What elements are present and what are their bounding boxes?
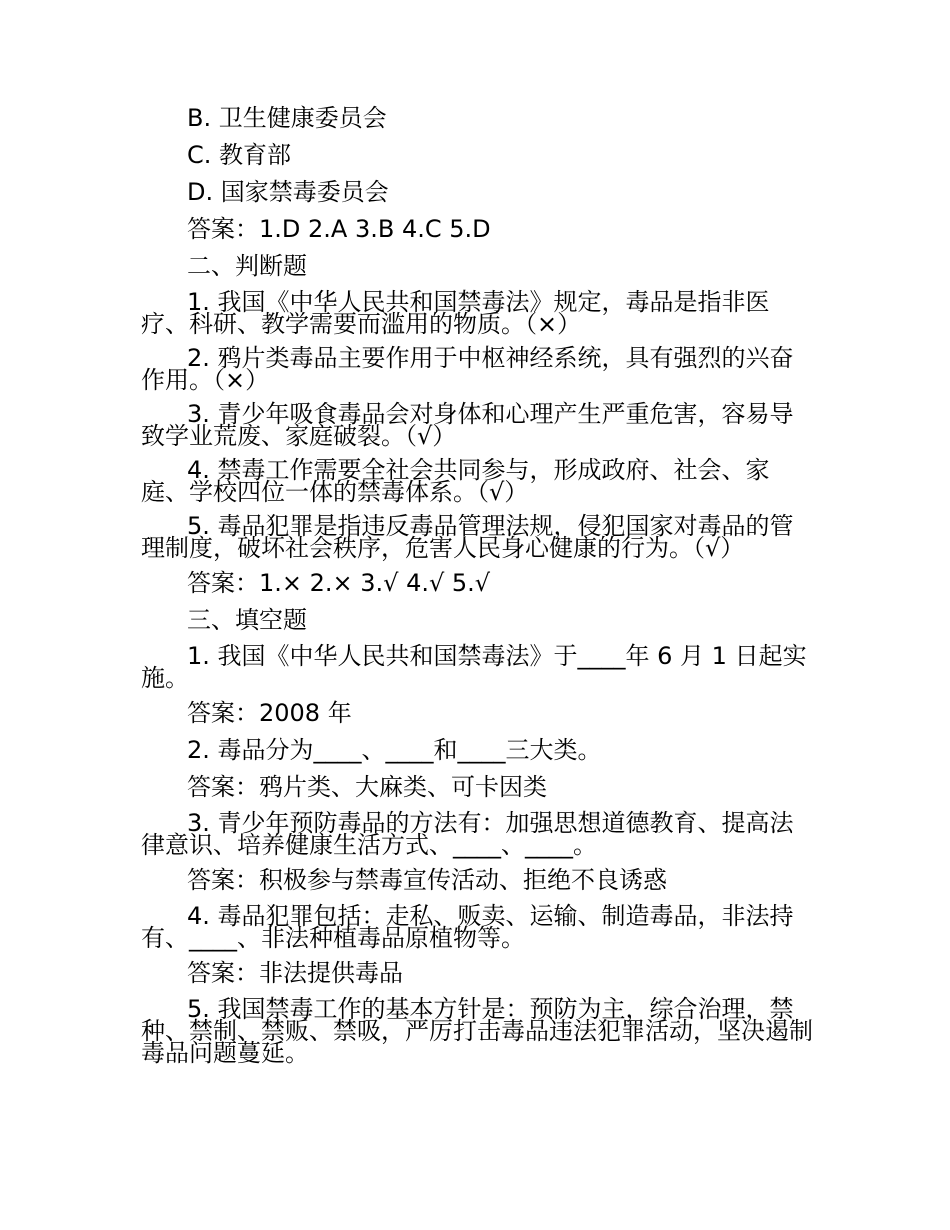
fill-blank-answer-1: 答案：2008 年: [187, 699, 352, 727]
true-false-heading: 二、判断题: [187, 252, 307, 280]
fill-blank-answer-4: 答案：非法提供毒品: [187, 959, 403, 987]
mc-option-d: D. 国家禁毒委员会: [187, 178, 389, 206]
document-body: [141, 100, 813, 1070]
fill-blank-question-5: 5. 我国禁毒工作的基本方针是：预防为主，综合治理，禁种、禁制、禁贩、禁吸，严厉打击毒品违法犯罪活动，坚决遏制毒品问题蔓延。: [141, 995, 813, 1067]
mc-option-b: B. 卫生健康委员会: [187, 104, 387, 132]
true-false-question-1: 1. 我国《中华人民共和国禁毒法》规定，毒品是指非医疗、科研、教学需要而滥用的物质。（×）: [141, 288, 770, 338]
fill-blank-question-4: 4. 毒品犯罪包括：走私、贩卖、运输、制造毒品，非法持有、____、非法种植毒品原植物等。: [141, 902, 794, 952]
true-false-question-4: 4. 禁毒工作需要全社会共同参与，形成政府、社会、家庭、学校四位一体的禁毒体系。（√）: [141, 456, 770, 506]
fill-blank-heading: 三、填空题: [187, 606, 307, 634]
true-false-answer: 答案：1.× 2.× 3.√ 4.√ 5.√: [187, 569, 491, 597]
true-false-question-5: 5. 毒品犯罪是指违反毒品管理法规，侵犯国家对毒品的管理制度，破坏社会秩序，危害人民身心健康的行为。（√）: [141, 512, 794, 562]
fill-blank-question-2: 2. 毒品分为____、____和____三大类。: [187, 736, 602, 764]
true-false-question-2: 2. 鸦片类毒品主要作用于中枢神经系统，具有强烈的兴奋作用。（×）: [141, 344, 794, 394]
true-false-question-3: 3. 青少年吸食毒品会对身体和心理产生严重危害，容易导致学业荒废、家庭破裂。（√）: [141, 400, 794, 450]
mc-answer: 答案：1.D 2.A 3.B 4.C 5.D: [187, 215, 491, 243]
fill-blank-question-1: 1. 我国《中华人民共和国禁毒法》于____年 6 月 1 日起实施。: [141, 642, 807, 692]
mc-option-c: C. 教育部: [187, 141, 292, 169]
fill-blank-answer-2: 答案：鸦片类、大麻类、可卡因类: [187, 773, 547, 801]
fill-blank-answer-3: 答案：积极参与禁毒宣传活动、拒绝不良诱惑: [187, 866, 667, 894]
fill-blank-question-3: 3. 青少年预防毒品的方法有：加强思想道德教育、提高法律意识、培养健康生活方式、____、____。: [141, 809, 794, 859]
